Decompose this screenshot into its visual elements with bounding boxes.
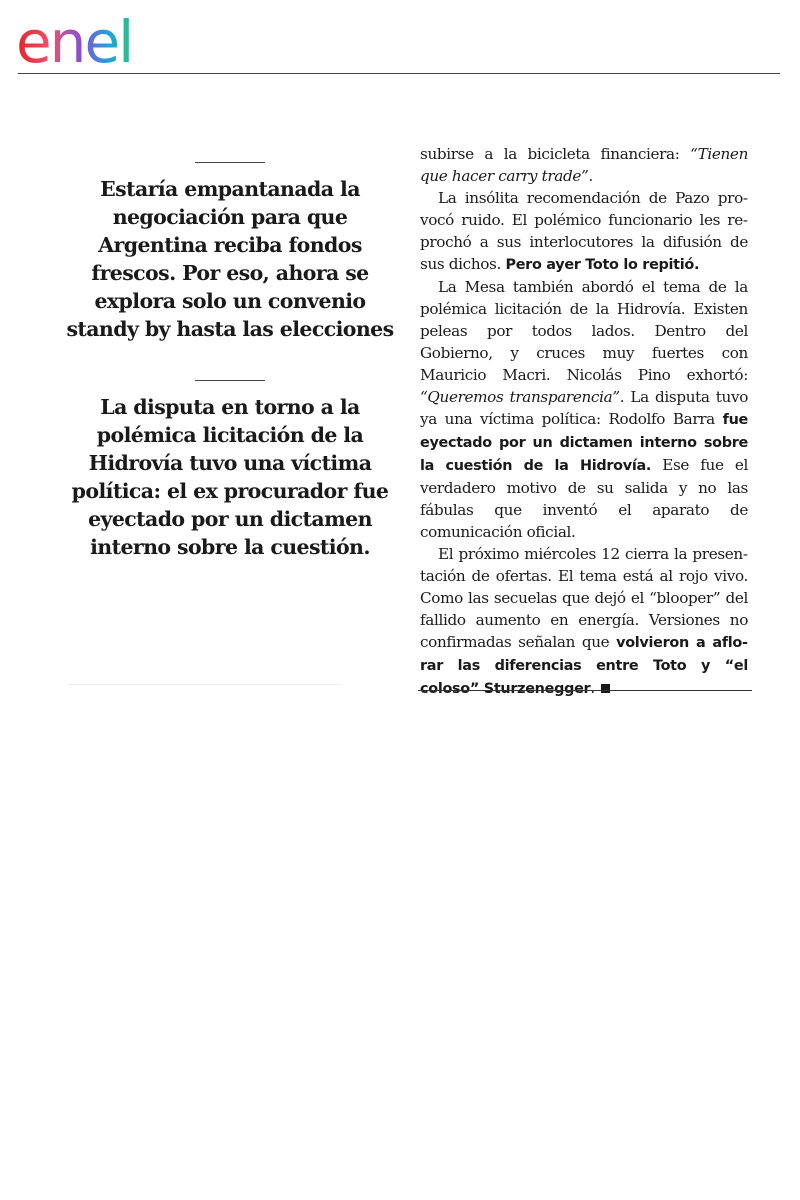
article-paragraph: El próximo miércoles 12 cierra la presentación de ofertas. El tema está al rojo vivo. Como las secuelas que dejó el “blooper” del fallido aumento en energía. Versiones no confirmadas señalan que volvieron a aflorar las diferencias entre Toto y “el coloso” Sturzenegger.	[420, 545, 748, 697]
end-of-article-mark	[601, 684, 610, 693]
header-divider	[18, 73, 780, 74]
pull-quote-1	[62, 162, 398, 343]
pull-quote-text: La disputa en torno a la polémica licitación de la Hidrovía tuvo una víctima política: el ex procurador fue eyectado por un dictamen interno sobre la cuestión.	[71, 395, 389, 559]
pull-quote-2	[62, 380, 398, 561]
pull-quote-rule	[195, 380, 265, 381]
article-paragraph: La insólita recomendación de Pazo provocó ruido. El polémico funcionario les reprochó a sus interlocutores la difusión de sus dichos. Pero ayer Toto lo repitió.	[420, 189, 748, 273]
column-end-rule	[68, 684, 342, 685]
article-paragraph: subirse a la bicicleta financiera: “Tienen que hacer carry trade”.	[420, 145, 748, 185]
article-paragraph: La Mesa también abordó el tema de la polémica licitación de la Hidrovía. Existen peleas por todos lados. Dentro del Gobierno, y cruces muy fuertes con Mauricio Macri. Nicolás Pino exhortó: “Queremos transparencia”. La disputa tuvo ya una víctima política: Rodolfo Barra fue eyectado por un dictamen interno sobre la cuestión de la Hidrovía. Ese fue el verdadero motivo de su salida y no las fábulas que inventó el aparato de comunicación oficial.	[420, 278, 748, 541]
article-column	[420, 143, 748, 700]
pull-quote-text: Estaría empantanada la negociación para que Argentina reciba fondos frescos. Por eso, ahora se explora solo un convenio standy by hasta las elecciones	[66, 177, 394, 341]
article-bottom-rule	[418, 690, 752, 691]
enel-logo	[16, 8, 172, 70]
pull-quote-rule	[195, 162, 265, 163]
svg-text:enel: enel	[16, 8, 133, 70]
